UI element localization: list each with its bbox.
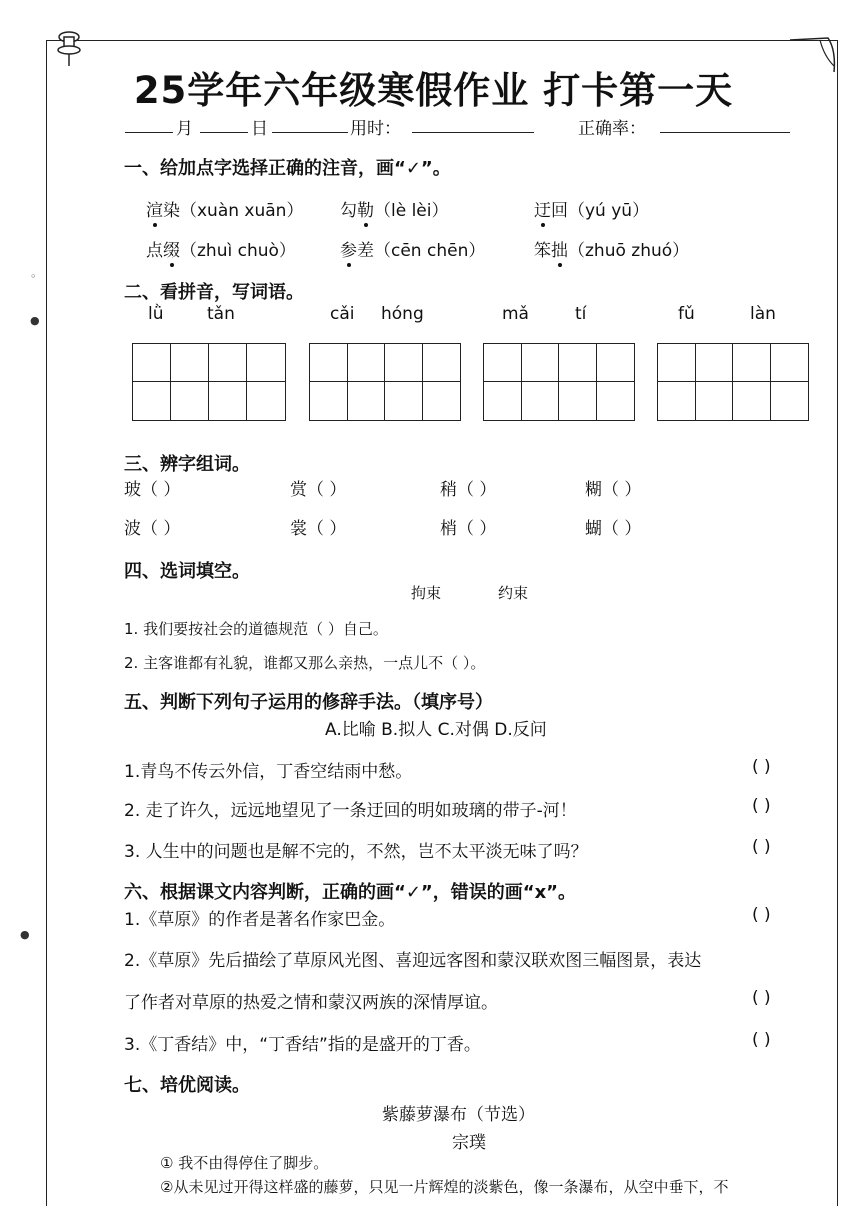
judge-question-1: 1.《草原》的作者是著名作家巴金。 bbox=[124, 910, 396, 930]
pinyin-item-6: 笨拙（zhuō zhuó） bbox=[534, 236, 689, 261]
scan-speck: ● bbox=[30, 314, 40, 327]
word-option: 拘束 bbox=[411, 584, 442, 602]
rhetoric-options: A.比喻 B.拟人 C.对偶 D.反问 bbox=[325, 720, 547, 740]
judge-question-3: 3.《丁香结》中，“丁香结”指的是盛开的丁香。 bbox=[124, 1035, 481, 1055]
char-item: 裳（ ） bbox=[290, 519, 347, 539]
pinyin-syllable: làn bbox=[750, 304, 776, 324]
pinyin-item-5: 参差（cēn chēn） bbox=[340, 236, 485, 261]
day-label: 日 bbox=[251, 119, 268, 139]
section-6-heading: 六、根据课文内容判断，正确的画“✓”，错误的画“x”。 bbox=[124, 882, 577, 903]
pinyin-syllable: cǎi bbox=[330, 304, 355, 324]
char-item: 稍（ ） bbox=[440, 480, 497, 500]
answer-parentheses[interactable]: ( ) bbox=[752, 837, 771, 857]
char-item: 玻（ ） bbox=[124, 480, 181, 500]
section-2-heading: 二、看拼音，写词语。 bbox=[124, 282, 304, 303]
reading-paragraph-1: ① 我不由得停住了脚步。 bbox=[160, 1154, 329, 1172]
answer-blank[interactable]: （ ） bbox=[457, 480, 497, 500]
answer-parentheses[interactable]: ( ) bbox=[752, 988, 771, 1008]
pinyin-syllable: hóng bbox=[381, 304, 424, 324]
section-4-heading: 四、选词填空。 bbox=[124, 561, 250, 582]
pinyin-item-1: 渲染（xuàn xuān） bbox=[146, 196, 303, 221]
time-blank[interactable] bbox=[412, 132, 534, 133]
rhetoric-question-1: 1.青鸟不传云外信，丁香空结雨中愁。 bbox=[124, 762, 413, 782]
answer-blank[interactable]: （ ） bbox=[307, 480, 347, 500]
char-item: 波（ ） bbox=[124, 519, 181, 539]
pinyin-syllable: fǔ bbox=[678, 304, 695, 324]
pinyin-item-3: 迂回（yú yū） bbox=[534, 196, 649, 221]
article-title: 紫藤萝瀑布（节选） bbox=[382, 1105, 535, 1125]
answer-blank[interactable]: （ ） bbox=[457, 519, 497, 539]
answer-parentheses[interactable]: ( ) bbox=[752, 1030, 771, 1050]
pinyin-syllable: lǜ bbox=[148, 304, 164, 324]
day-blank-2[interactable] bbox=[272, 132, 348, 133]
judge-question-2-line-2: 了作者对草原的热爱之情和蒙汉两族的深情厚谊。 bbox=[124, 993, 498, 1013]
month-label: 月 bbox=[176, 119, 193, 139]
month-blank[interactable] bbox=[125, 132, 173, 133]
pinyin-item-4: 点缀（zhuì chuò） bbox=[146, 236, 296, 261]
pinyin-syllable: tí bbox=[575, 304, 587, 324]
char-item: 梢（ ） bbox=[440, 519, 497, 539]
scan-speck: ● bbox=[20, 928, 30, 941]
judge-question-2-line-1: 2.《草原》先后描绘了草原风光图、喜迎远客图和蒙汉联欢图三幅图景，表达 bbox=[124, 951, 702, 971]
page-title: 25学年六年级寒假作业 打卡第一天 bbox=[133, 69, 734, 112]
char-item: 糊（ ） bbox=[585, 480, 642, 500]
char-item: 蝴（ ） bbox=[585, 519, 642, 539]
day-blank[interactable] bbox=[200, 132, 248, 133]
rhetoric-question-3: 3. 人生中的问题也是解不完的，不然，岂不太平淡无味了吗？ bbox=[124, 842, 588, 862]
pinyin-syllable: tǎn bbox=[207, 304, 235, 324]
fill-question-1: 1. 我们要按社会的道德规范（ ）自己。 bbox=[124, 620, 388, 638]
article-author: 宗璞 bbox=[452, 1133, 486, 1153]
section-1-heading: 一、给加点字选择正确的注音，画“✓”。 bbox=[124, 158, 451, 179]
reading-paragraph-2: ②从未见过开得这样盛的藤萝，只见一片辉煌的淡紫色，像一条瀑布，从空中垂下，不 bbox=[160, 1178, 729, 1196]
answer-blank[interactable]: （ ） bbox=[307, 519, 347, 539]
answer-blank[interactable]: （ ） bbox=[602, 519, 642, 539]
writing-grid-1[interactable] bbox=[132, 343, 286, 421]
pinyin-item-2: 勾勒（lè lèi） bbox=[340, 196, 449, 221]
answer-parentheses[interactable]: ( ) bbox=[752, 757, 771, 777]
section-7-heading: 七、培优阅读。 bbox=[124, 1075, 250, 1096]
word-option: 约束 bbox=[498, 584, 529, 602]
fill-question-2: 2. 主客谁都有礼貌，谁都又那么亲热，一点儿不（ ）。 bbox=[124, 654, 486, 672]
writing-grid-4[interactable] bbox=[657, 343, 809, 421]
writing-grid-3[interactable] bbox=[483, 343, 635, 421]
pinyin-syllable: mǎ bbox=[502, 304, 529, 324]
answer-parentheses[interactable]: ( ) bbox=[752, 796, 771, 816]
answer-blank[interactable]: （ ） bbox=[602, 480, 642, 500]
answer-parentheses[interactable]: ( ) bbox=[752, 905, 771, 925]
time-label: 用时： bbox=[350, 119, 401, 139]
section-3-heading: 三、辨字组词。 bbox=[124, 454, 250, 475]
scan-speck: ◦ bbox=[30, 270, 37, 283]
char-item: 赏（ ） bbox=[290, 480, 347, 500]
accuracy-blank[interactable] bbox=[660, 132, 790, 133]
answer-blank[interactable]: （ ） bbox=[141, 480, 181, 500]
answer-blank[interactable]: （ ） bbox=[141, 519, 181, 539]
section-5-heading: 五、判断下列句子运用的修辞手法。（填序号） bbox=[124, 692, 493, 713]
rhetoric-question-2: 2. 走了许久，远远地望见了一条迂回的明如玻璃的带子-河！ bbox=[124, 801, 577, 821]
writing-grid-2[interactable] bbox=[309, 343, 461, 421]
accuracy-label: 正确率： bbox=[578, 119, 646, 139]
